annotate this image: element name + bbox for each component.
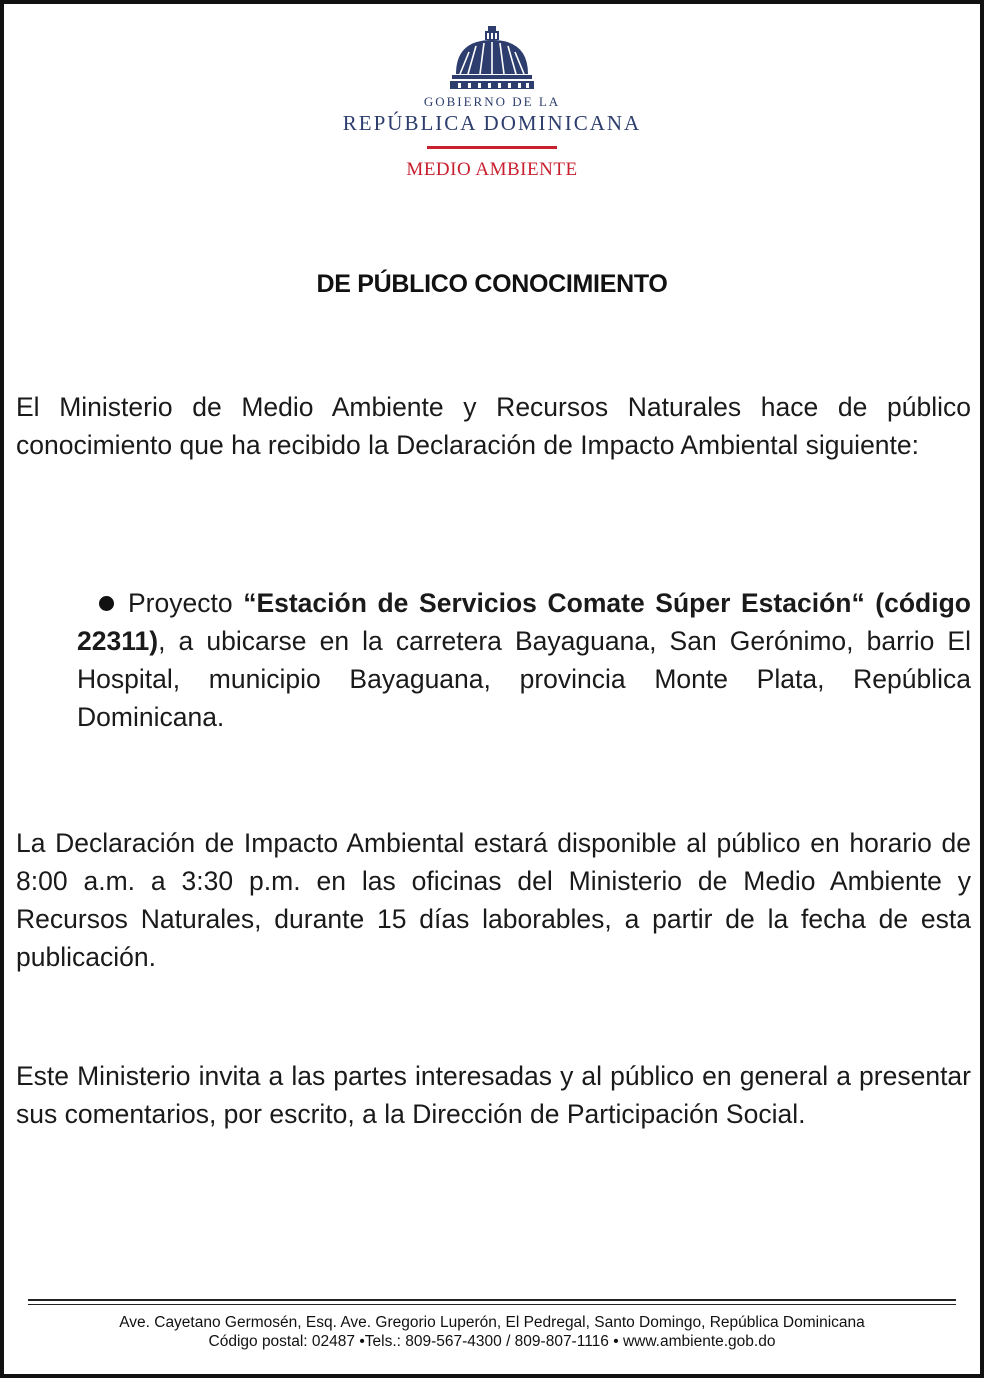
project-prefix: Proyecto <box>128 588 244 618</box>
intro-paragraph: El Ministerio de Medio Ambiente y Recursos Naturales hace de público conocimiento que ha recibido la Declaración de Impacto Ambiental siguiente: <box>16 392 971 460</box>
project-bullet <box>77 584 971 736</box>
availability-paragraph: La Declaración de Impacto Ambiental estará disponible al público en horario de 8:00 a.m. a 3:30 p.m. en las oficinas del Ministerio de Medio Ambiente y Recursos Naturales, durante 15 días laborables, a partir de la fecha de esta publicación. <box>16 828 971 972</box>
notice-title: DE PÚBLICO CONOCIMIENTO <box>316 270 668 298</box>
project-name: “Estación de Servicios Comate Súper Estación“ (código 22311) <box>77 588 971 656</box>
footer-divider <box>28 1299 956 1301</box>
gov-line-1: GOBIERNO DE LA <box>423 94 561 109</box>
government-logo <box>4 26 980 181</box>
footer-contact: Código postal: 02487 •Tels.: 809-567-4300 / 809-807-1116 • www.ambiente.gob.do <box>208 1333 776 1350</box>
bullet-icon <box>99 596 114 611</box>
header-divider <box>427 146 557 149</box>
invitation-paragraph: Este Ministerio invita a las partes interesadas y al público en general a presentar sus comentarios, por escrito, a la Dirección de Participación Social. <box>16 1061 971 1129</box>
footer-divider-thin <box>28 1304 956 1305</box>
project-location: , a ubicarse en la carretera Bayaguana, San Gerónimo, barrio El Hospital, municipio Bayaguana, provincia Monte Plata, República Dominicana. <box>77 626 971 732</box>
footer-address: Ave. Cayetano Germosén, Esq. Ave. Gregorio Luperón, El Pedregal, Santo Domingo, República Dominicana <box>119 1314 865 1331</box>
footer <box>4 1313 980 1351</box>
gov-line-2: REPÚBLICA DOMINICANA <box>342 111 642 135</box>
dome-icon <box>450 26 534 90</box>
ministry-name: MEDIO AMBIENTE <box>406 159 578 180</box>
